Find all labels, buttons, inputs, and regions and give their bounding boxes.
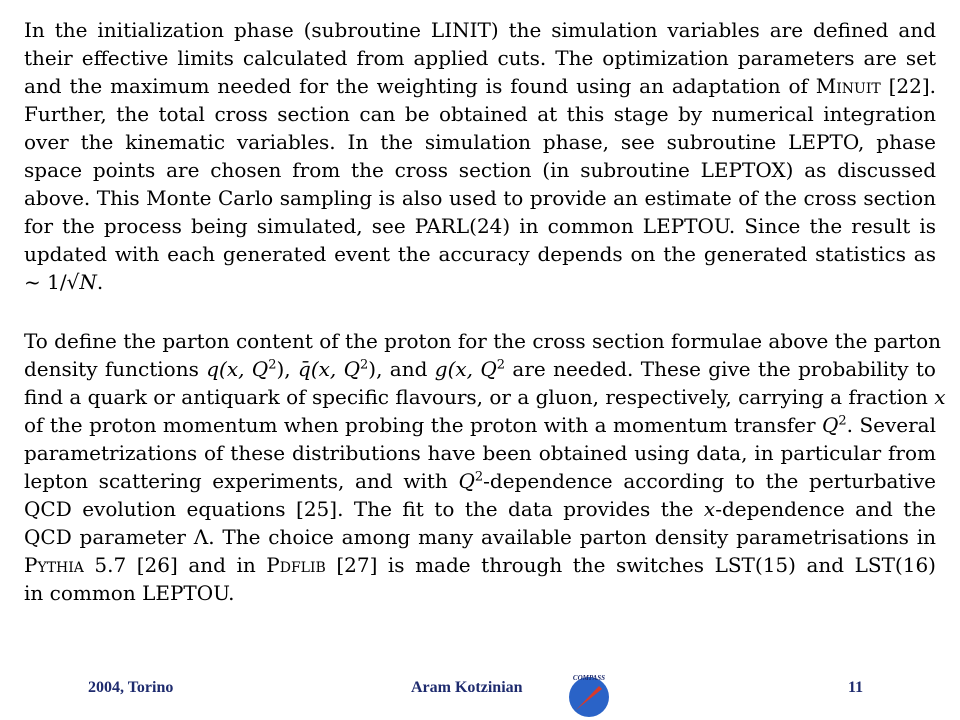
formula-var: N	[79, 270, 97, 294]
text-line: parametrizations of these distributions have been obtained using data, in particular from	[24, 441, 936, 465]
formula-suffix: .	[96, 270, 104, 294]
text-segment: and the maximum needed for the weighting is found using an adaptation of	[24, 74, 816, 98]
math-x: x	[703, 497, 716, 521]
text-line	[24, 355, 936, 383]
text-line: In the initialization phase (subroutine LINIT) the simulation variables are defined and	[24, 18, 936, 42]
citation: [22].	[880, 74, 936, 98]
text-segment: QCD evolution equations [25]. The fit to the data provides the	[24, 497, 704, 521]
math-Q: Q	[821, 413, 839, 437]
math-close: ),	[368, 357, 390, 381]
pythia-name: Pythia	[24, 553, 84, 577]
text-line: in common LEPTOU.	[24, 581, 235, 605]
math-args: (x, Q	[310, 357, 360, 381]
footer-author: Aram Kotzinian	[411, 679, 523, 696]
math-sup: 2	[496, 357, 506, 373]
math-qbar: q̄	[298, 357, 311, 381]
text-segment: -dependence and the	[715, 497, 936, 521]
text-line	[24, 495, 936, 523]
pdflib-name: Pdflib	[266, 553, 326, 577]
minuit-name: Minuit	[815, 74, 881, 98]
math-g: g	[434, 357, 448, 381]
text-line	[24, 411, 936, 439]
text-segment: and	[389, 357, 435, 381]
text-segment: of the proton momentum when probing the proton with a momentum transfer	[24, 413, 822, 437]
text-line: Further, the total cross section can be obtained at this stage by numerical integration	[24, 102, 936, 126]
text-segment: find a quark or antiquark of specific flavours, or a gluon, respectively, carrying a fraction	[24, 385, 935, 409]
math-Q: Q	[458, 469, 475, 493]
paragraph-parton-density	[24, 327, 946, 607]
text-line: To define the parton content of the proton for the cross section formulae above the parton	[24, 329, 942, 353]
math-x: x	[934, 385, 946, 409]
text-segment: are needed. These give the probability to	[505, 357, 936, 381]
slide-footer	[0, 679, 960, 709]
math-sup: 2	[360, 357, 369, 373]
math-sup: 2	[268, 357, 277, 373]
text-line: above. This Monte Carlo sampling is also used to provide an estimate of the cross section	[24, 186, 936, 210]
text-line: their effective limits calculated from applied cuts. The optimization parameters are set	[24, 46, 936, 70]
paragraph-initialization	[24, 16, 936, 296]
text-line: space points are chosen from the cross section (in subroutine LEPTOX) as discussed	[24, 158, 936, 182]
math-sup: 2	[474, 469, 484, 485]
math-args: (x, Q	[219, 357, 269, 381]
text-segment: [27] is made through the switches LST(15) and LST(16)	[325, 553, 936, 577]
text-line	[24, 467, 936, 495]
text-line	[24, 72, 936, 100]
text-line	[24, 383, 946, 411]
text-segment: . Several	[846, 413, 936, 437]
footer-event: 2004, Torino	[88, 679, 174, 696]
math-q: q	[206, 357, 220, 381]
text-segment: -dependence according to the perturbative	[483, 469, 936, 493]
math-sup: 2	[838, 413, 847, 429]
text-segment: 5.7 [26] and in	[83, 553, 267, 577]
text-line: for the process being simulated, see PARL(24) in common LEPTOU. Since the result is	[24, 214, 936, 238]
text-line: updated with each generated event the accuracy depends on the generated statistics as	[24, 242, 936, 266]
text-segment: lepton scattering experiments, and with	[24, 469, 459, 493]
logo-text: COMPASS	[572, 674, 606, 682]
accuracy-formula	[24, 268, 936, 296]
text-line	[24, 551, 936, 579]
page-number: 11	[848, 679, 864, 696]
math-close: ),	[276, 357, 298, 381]
text-line: over the kinematic variables. In the simulation phase, see subroutine LEPTO, phase	[24, 130, 936, 154]
text-line: QCD parameter Λ. The choice among many available parton density parametrisations in	[24, 525, 936, 549]
text-segment: density functions	[24, 357, 207, 381]
compass-logo-icon	[566, 672, 612, 718]
formula-prefix: ~ 1/√	[24, 270, 80, 294]
math-args: (x, Q	[447, 357, 497, 381]
